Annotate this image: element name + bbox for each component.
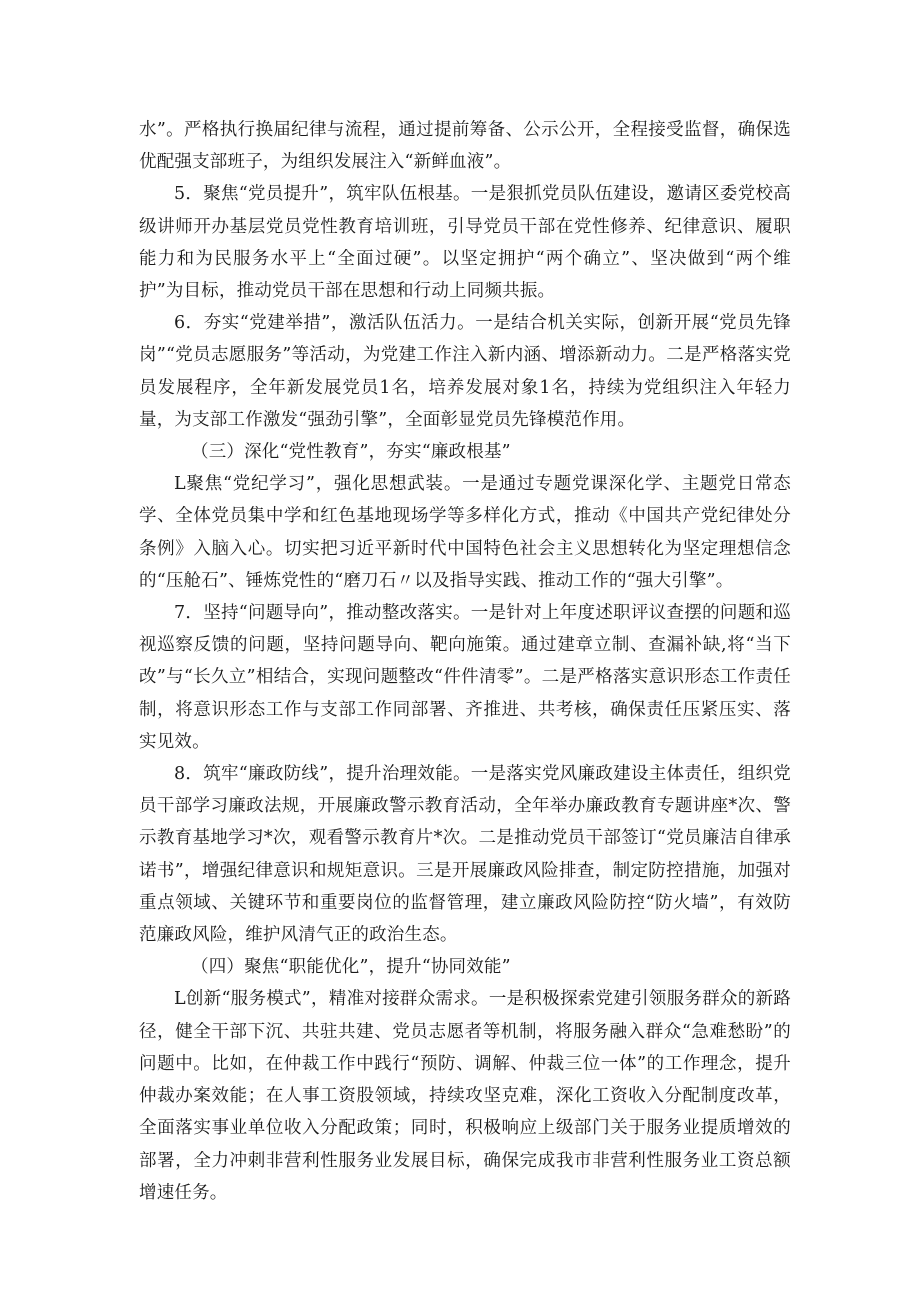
paragraph-item-6: 6．夯实“党建举措”，激活队伍活力。一是结合机关实际，创新开展“党员先锋岗”“党员志愿服务”等活动，为党建工作注入新内涵、增添新动力。二是严格落实党员发展程序，全年新发展党员1名，培养发展对象1名，持续为党组织注入年轻力量，为支部工作激发“强劲引擎”，全面彰显党员先锋模范作用。 xyxy=(139,313,791,430)
paragraph-item-1-discipline: L聚焦“党纪学习”，强化思想武装。一是通过专题党课深化学、主题党日常态学、全体党员集中学和红色基地现场学等多样化方式，推动《中国共产党纪律处分条例》入脑入心。切实把习近平新时代中国特色社会主义思想转化为坚定理想信念的“压舱石”、锤炼党性的“磨刀石〃以及指导实践、推动工作的“强大引擎”。 xyxy=(139,474,791,591)
section-heading-3: （三）深化“党性教育”，夯实“廉政根基” xyxy=(191,442,511,463)
document-body xyxy=(139,114,791,1209)
paragraph-item-5: 5．聚焦“党员提升”，筑牢队伍根基。一是狠抓党员队伍建设，邀请区委党校高级讲师开办基层党员党性教育培训班，引导党员干部在党性修养、纪律意识、履职能力和为民服务水平上“全面过硬”。以坚定拥护“两个确立”、坚决做到“两个维护”为目标，推动党员干部在思想和行动上同频共振。 xyxy=(139,184,791,302)
paragraph-item-8: 8．筑牢“廉政防线”，提升治理效能。一是落实党风廉政建设主体责任，组织党员干部学习廉政法规，开展廉政警示教育活动，全年举办廉政教育专题讲座*次、警示教育基地学习*次，观看警示教育片*次。二是推动党员干部签订“党员廉洁自律承诺书”，增强纪律意识和规矩意识。三是开展廉政风险排查，制定防控措施，加强对重点领域、关键环节和重要岗位的监督管理，建立廉政风险防控“防火墙”，有效防范廉政风险，维护风清气正的政治生态。 xyxy=(139,764,791,946)
paragraph-item-1-service: L创新“服务模式”，精准对接群众需求。一是积极探索党建引领服务群众的新路径，健全干部下沉、共驻共建、党员志愿者等机制，将服务融入群众“急难愁盼”的问题中。比如，在仲裁工作中践行“预防、调解、仲裁三位一体”的工作理念，提升仲裁办案效能；在人事工资股领域，持续攻坚克难，深化工资收入分配制度改革，全面落实事业单位收入分配政策；同时，积极响应上级部门关于服务业提质增效的部署，全力冲刺非营利性服务业发展目标，确保完成我市非营利性服务业工资总额增速任务。 xyxy=(139,989,791,1203)
paragraph-continuation: 水”。严格执行换届纪律与流程，通过提前筹备、公示公开，全程接受监督，确保选优配强支部班子，为组织发展注入“新鲜血液”。 xyxy=(139,120,791,173)
section-heading-4: （四）聚焦“职能优化”，提升“协同效能” xyxy=(191,957,511,978)
paragraph-item-7: 7．坚持“问题导向”，推动整改落实。一是针对上年度述职评议查摆的问题和巡视巡察反馈的问题，坚持问题导向、靶向施策。通过建章立制、查漏补缺,将“当下改”与“长久立”相结合，实现问题整改“件件清零”。二是严格落实意识形态工作责任制，将意识形态工作与支部工作同部署、齐推进、共考核，确保责任压紧压实、落实见效。 xyxy=(139,603,791,752)
